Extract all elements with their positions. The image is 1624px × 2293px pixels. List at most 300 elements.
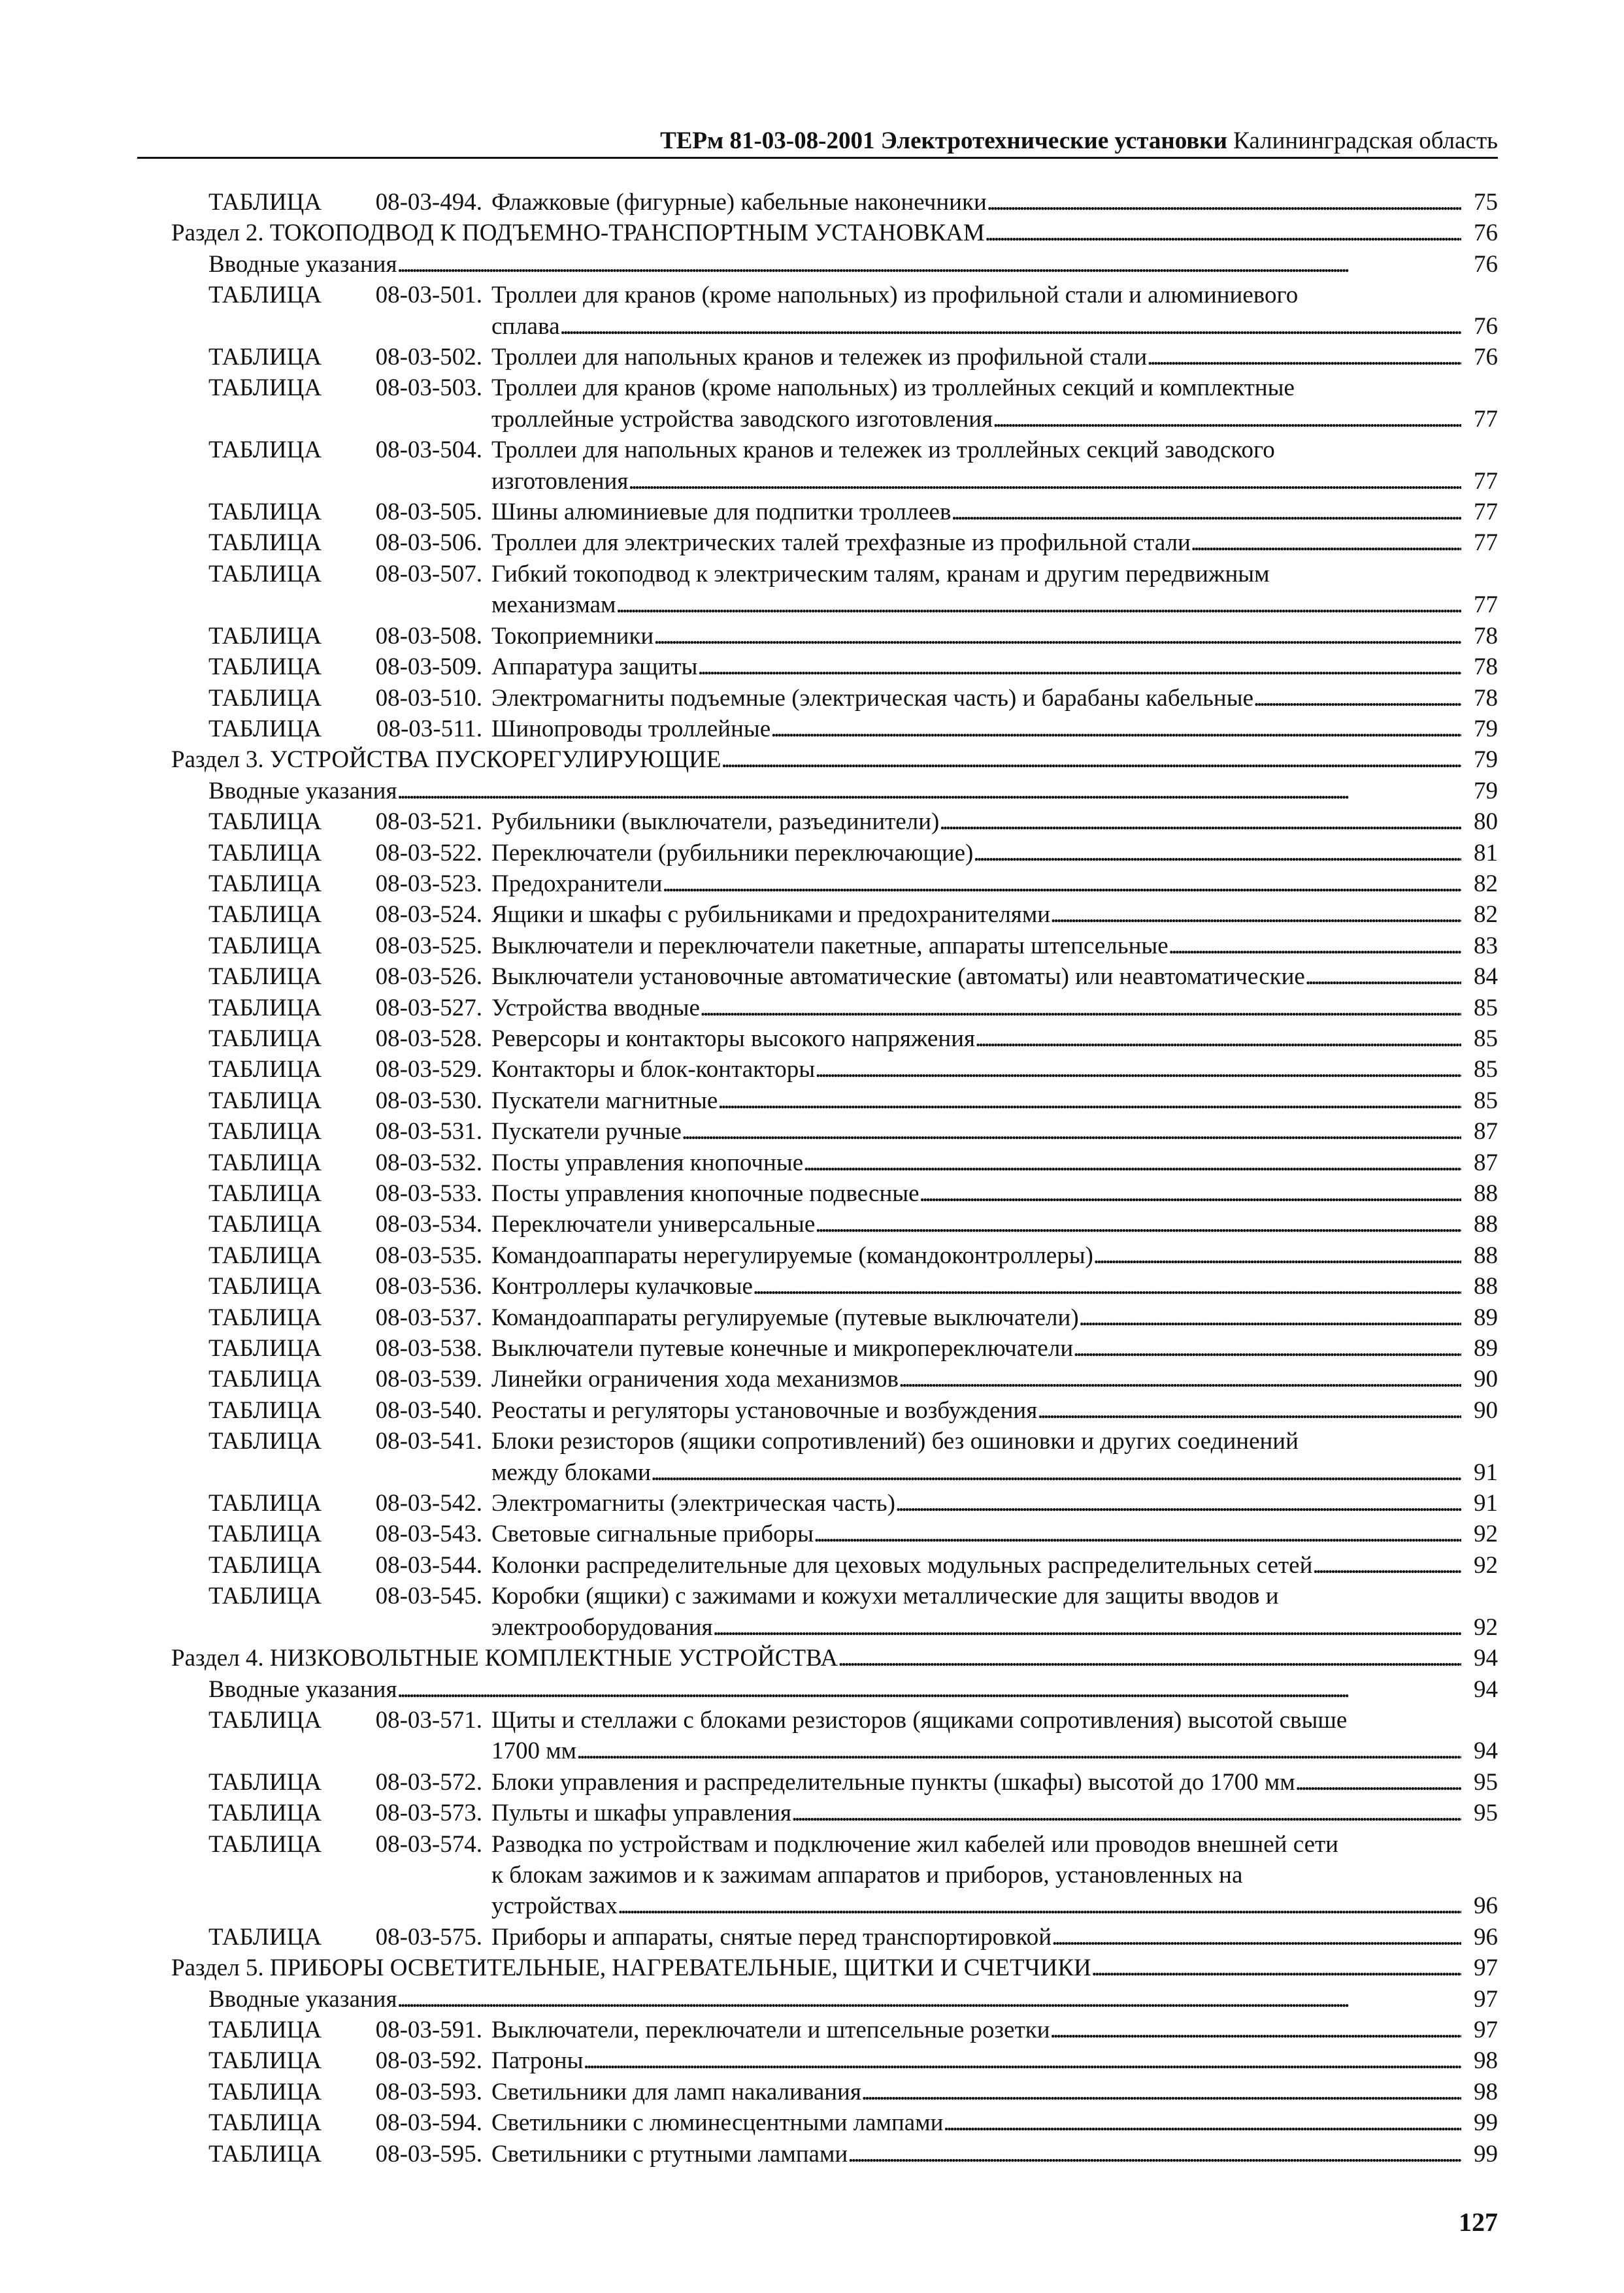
toc-entry-body bbox=[208, 776, 1498, 806]
toc-entry-code bbox=[208, 1829, 491, 1860]
toc-table-entry bbox=[171, 931, 1498, 961]
toc-entry-code bbox=[208, 1240, 491, 1271]
toc-entry-code bbox=[208, 1922, 491, 1953]
toc-entry-title: Посты управления кнопочные подвесные bbox=[491, 1180, 920, 1207]
toc-entry-label: ТАБЛИЦА bbox=[208, 499, 322, 526]
toc-entry-line bbox=[171, 218, 1498, 248]
toc-table-entry bbox=[171, 1054, 1498, 1085]
dot-leader bbox=[771, 714, 1461, 744]
toc-entry-line bbox=[491, 961, 1498, 992]
dot-leader bbox=[987, 187, 1461, 218]
toc-entry-page: 90 bbox=[1474, 1366, 1498, 1393]
toc-entry-code bbox=[208, 1364, 491, 1394]
toc-entry-page: 92 bbox=[1474, 1521, 1498, 1548]
toc-table-entry bbox=[171, 2077, 1498, 2107]
toc-entry-page: 87 bbox=[1474, 1118, 1498, 1146]
toc-entry-body bbox=[491, 1581, 1498, 1643]
toc-entry-title: Патроны bbox=[491, 2047, 584, 2075]
toc-entry-line bbox=[491, 1426, 1498, 1457]
toc-entry-label: ТАБЛИЦА bbox=[208, 1551, 322, 1579]
toc-entry-line bbox=[491, 1767, 1498, 1798]
dot-leader bbox=[814, 1519, 1461, 1549]
toc-entry-number: 08-03-501. bbox=[375, 282, 482, 309]
toc-entry-number: 08-03-571. bbox=[375, 1706, 482, 1734]
toc-entry-label: ТАБЛИЦА bbox=[208, 1366, 322, 1393]
toc-entry-number: 08-03-573. bbox=[375, 1800, 482, 1827]
toc-entry-title: Пульты и шкафы управления bbox=[491, 1800, 791, 1827]
toc-entry-page: 97 bbox=[1474, 2016, 1498, 2043]
dot-leader bbox=[951, 497, 1461, 527]
toc-entry-page: 94 bbox=[1474, 1675, 1498, 1703]
dot-leader bbox=[1091, 1953, 1461, 1983]
toc-entry-body bbox=[491, 683, 1498, 714]
toc-entry-title: Светильники для ламп накаливания bbox=[491, 2078, 861, 2105]
toc-entry-title: Раздел 2. ТОКОПОДВОД К ПОДЪЕМНО-ТРАНСПОРТНЫМ УСТАНОВКАМ bbox=[171, 220, 985, 247]
toc-entry-label: ТАБЛИЦА bbox=[208, 189, 322, 216]
toc-entry-body bbox=[491, 621, 1498, 652]
toc-entry-line bbox=[491, 1116, 1498, 1147]
toc-entry-number: 08-03-543. bbox=[375, 1521, 482, 1548]
dot-leader bbox=[583, 2045, 1461, 2076]
toc-entry-label: ТАБЛИЦА bbox=[208, 1304, 322, 1331]
toc-entry-code bbox=[208, 1302, 491, 1333]
toc-entry-page: 77 bbox=[1474, 591, 1498, 619]
toc-table-entry bbox=[171, 1519, 1498, 1549]
toc-table-entry bbox=[171, 187, 1498, 218]
toc-entry-body bbox=[491, 1488, 1498, 1519]
toc-intro-entry bbox=[171, 776, 1498, 806]
toc-entry-body bbox=[491, 1085, 1498, 1116]
toc-table-entry bbox=[171, 1364, 1498, 1394]
toc-table-entry bbox=[171, 1395, 1498, 1426]
toc-entry-page: 75 bbox=[1474, 189, 1498, 216]
toc-entry-body bbox=[491, 1519, 1498, 1549]
dot-leader bbox=[815, 1054, 1461, 1085]
toc-entry-number: 08-03-505. bbox=[375, 499, 482, 526]
toc-entry-number: 08-03-494. bbox=[375, 189, 482, 216]
dot-leader bbox=[985, 218, 1461, 248]
toc-entry-label: ТАБЛИЦА bbox=[208, 1706, 322, 1734]
dot-leader bbox=[1050, 899, 1461, 930]
toc-entry-line bbox=[491, 1890, 1498, 1921]
toc-entry-line bbox=[171, 1643, 1498, 1674]
toc-table-entry bbox=[171, 2015, 1498, 2045]
toc-entry-title: Линейки ограничения хода механизмов bbox=[491, 1366, 899, 1393]
toc-entry-label: ТАБЛИЦА bbox=[208, 1242, 322, 1269]
toc-table-entry bbox=[171, 559, 1498, 621]
toc-entry-line bbox=[491, 372, 1498, 403]
toc-entry-label: ТАБЛИЦА bbox=[208, 901, 322, 929]
toc-entry-label: ТАБЛИЦА bbox=[208, 344, 322, 371]
toc-table-entry bbox=[171, 621, 1498, 652]
toc-table-entry bbox=[171, 1209, 1498, 1240]
toc-entry-body bbox=[171, 218, 1498, 248]
toc-entry-label: ТАБЛИЦА bbox=[208, 1335, 322, 1362]
toc-entry-label: ТАБЛИЦА bbox=[208, 1521, 322, 1548]
toc-entry-number: 08-03-541. bbox=[375, 1428, 482, 1455]
toc-entry-number: 08-03-540. bbox=[375, 1396, 482, 1424]
toc-entry-code bbox=[208, 1116, 491, 1147]
toc-entry-code bbox=[208, 2107, 491, 2138]
toc-entry-page: 77 bbox=[1474, 499, 1498, 526]
toc-entry-line bbox=[491, 993, 1498, 1023]
toc-entry-title: Светильники с ртутными лампами bbox=[491, 2140, 848, 2168]
toc-entry-number: 08-03-523. bbox=[375, 870, 482, 897]
dot-leader bbox=[1050, 2015, 1461, 2045]
toc-entry-body bbox=[491, 497, 1498, 527]
toc-entry-body bbox=[491, 1302, 1498, 1333]
toc-entry-title: Выключатели, переключатели и штепсельные розетки bbox=[491, 2016, 1050, 2043]
toc-section-entry bbox=[171, 1643, 1498, 1674]
toc-entry-title: Пускатели магнитные bbox=[491, 1087, 718, 1114]
running-header bbox=[137, 125, 1498, 157]
toc-entry-code bbox=[208, 527, 491, 558]
toc-entry-title: Пускатели ручные bbox=[491, 1118, 682, 1146]
toc-entry-label: ТАБЛИЦА bbox=[208, 684, 322, 712]
toc-entry-title: Токоприемники bbox=[491, 622, 654, 650]
toc-entry-code bbox=[208, 993, 491, 1023]
toc-entry-label: ТАБЛИЦА bbox=[208, 2078, 322, 2105]
toc-entry-number: 08-03-529. bbox=[375, 1056, 482, 1083]
toc-entry-title: Контроллеры кулачковые bbox=[491, 1273, 753, 1300]
toc-entry-title: Троллеи для напольных кранов и тележек из профильной стали bbox=[491, 344, 1148, 371]
toc-entry-number: 08-03-539. bbox=[375, 1366, 482, 1393]
toc-entry-code bbox=[208, 1085, 491, 1116]
toc-entry-label: ТАБЛИЦА bbox=[208, 1025, 322, 1052]
dot-leader bbox=[1147, 342, 1461, 372]
toc-entry-code bbox=[208, 2077, 491, 2107]
toc-entry-page: 88 bbox=[1474, 1273, 1498, 1300]
toc-entry-line bbox=[491, 1054, 1498, 1085]
toc-entry-page: 95 bbox=[1474, 1768, 1498, 1796]
toc-entry-page: 82 bbox=[1474, 870, 1498, 897]
toc-entry-label: ТАБЛИЦА bbox=[208, 1923, 322, 1951]
dot-leader bbox=[662, 868, 1461, 899]
toc-entry-body bbox=[491, 1209, 1498, 1240]
toc-entry-number: 08-03-532. bbox=[375, 1149, 482, 1176]
toc-entry-line bbox=[491, 1147, 1498, 1178]
toc-entry-label: ТАБЛИЦА bbox=[208, 529, 322, 557]
table-of-contents bbox=[171, 187, 1498, 2169]
toc-entry-number: 08-03-508. bbox=[375, 622, 482, 650]
toc-section-entry bbox=[171, 744, 1498, 775]
toc-entry-page: 88 bbox=[1474, 1242, 1498, 1269]
header-code: ТЕРм 81-03-08-2001 bbox=[660, 127, 875, 154]
toc-entry-title: Раздел 5. ПРИБОРЫ ОСВЕТИТЕЛЬНЫЕ, НАГРЕВАТЕЛЬНЫЕ, ЩИТКИ И СЧЕТЧИКИ bbox=[171, 1955, 1091, 1982]
toc-entry-label: ТАБЛИЦА bbox=[208, 839, 322, 866]
dot-leader bbox=[803, 1147, 1461, 1178]
toc-entry-body bbox=[491, 1147, 1498, 1178]
toc-entry-label: ТАБЛИЦА bbox=[208, 622, 322, 650]
toc-intro-entry bbox=[171, 249, 1498, 280]
toc-entry-number: 08-03-535. bbox=[375, 1242, 482, 1269]
toc-table-entry bbox=[171, 1178, 1498, 1209]
dot-leader bbox=[1191, 527, 1461, 558]
toc-entry-label: ТАБЛИЦА bbox=[208, 437, 322, 464]
toc-entry-page: 98 bbox=[1474, 2047, 1498, 2075]
dot-leader bbox=[899, 1364, 1461, 1394]
toc-entry-line bbox=[491, 2077, 1498, 2107]
toc-table-entry bbox=[171, 1240, 1498, 1271]
toc-entry-label: ТАБЛИЦА bbox=[208, 1118, 322, 1146]
dot-leader bbox=[682, 1116, 1461, 1147]
toc-entry-number: 08-03-528. bbox=[375, 1025, 482, 1052]
toc-entry-line bbox=[491, 1085, 1498, 1116]
toc-entry-code bbox=[208, 280, 491, 310]
toc-entry-code bbox=[208, 868, 491, 899]
toc-entry-title: Переключатели универсальные bbox=[491, 1211, 816, 1238]
dot-leader bbox=[993, 404, 1461, 435]
toc-entry-title: Световые сигнальные приборы bbox=[491, 1521, 814, 1548]
toc-table-entry bbox=[171, 1488, 1498, 1519]
toc-entry-page: 97 bbox=[1474, 1955, 1498, 1982]
toc-entry-number: 08-03-593. bbox=[375, 2078, 482, 2105]
toc-entry-code bbox=[208, 1147, 491, 1178]
toc-entry-title: Вводные указания bbox=[208, 250, 397, 278]
toc-entry-line bbox=[491, 1457, 1498, 1488]
toc-table-entry bbox=[171, 1333, 1498, 1364]
toc-entry-page: 84 bbox=[1474, 963, 1498, 991]
toc-entry-code bbox=[208, 2139, 491, 2169]
toc-entry-line bbox=[491, 2015, 1498, 2045]
toc-entry-page: 79 bbox=[1474, 777, 1498, 804]
toc-entry-body bbox=[491, 527, 1498, 558]
toc-entry-title: электрооборудования bbox=[491, 1613, 713, 1641]
dot-leader bbox=[560, 311, 1461, 342]
toc-entry-code bbox=[208, 1767, 491, 1798]
toc-entry-label: ТАБЛИЦА bbox=[208, 1396, 322, 1424]
toc-entry-line bbox=[208, 1984, 1498, 2015]
toc-entry-label: ТАБЛИЦА bbox=[208, 808, 322, 836]
toc-entry-line bbox=[491, 838, 1498, 868]
toc-entry-code bbox=[208, 1209, 491, 1240]
toc-entry-code bbox=[208, 435, 491, 465]
dot-leader bbox=[1253, 683, 1461, 714]
toc-entry-code bbox=[208, 1705, 491, 1736]
toc-entry-label: ТАБЛИЦА bbox=[208, 1087, 322, 1114]
toc-entry-body bbox=[491, 1426, 1498, 1488]
toc-table-entry bbox=[171, 1798, 1498, 1828]
toc-entry-title: Блоки резисторов (ящики сопротивлений) без ошиновки и других соединений bbox=[491, 1428, 1299, 1455]
toc-entry-label: ТАБЛИЦА bbox=[208, 2140, 322, 2168]
toc-table-entry bbox=[171, 1767, 1498, 1798]
toc-entry-title: к блокам зажимов и к зажимам аппаратов и приборов, установленных на bbox=[491, 1861, 1243, 1889]
toc-entry-number: 08-03-526. bbox=[375, 963, 482, 991]
toc-table-entry bbox=[171, 1147, 1498, 1178]
toc-entry-line bbox=[208, 1674, 1498, 1705]
toc-entry-page: 81 bbox=[1474, 839, 1498, 866]
toc-entry-line bbox=[491, 1178, 1498, 1209]
toc-entry-page: 88 bbox=[1474, 1180, 1498, 1207]
header-region: Калининградская область bbox=[1233, 127, 1498, 154]
dot-leader bbox=[861, 2077, 1461, 2107]
toc-entry-title: между блоками bbox=[491, 1459, 651, 1486]
dot-leader bbox=[654, 621, 1461, 652]
toc-entry-line bbox=[491, 1519, 1498, 1549]
toc-entry-body bbox=[491, 1054, 1498, 1085]
toc-entry-title: Устройства вводные bbox=[491, 994, 700, 1021]
toc-entry-page: 91 bbox=[1474, 1459, 1498, 1486]
toc-entry-line bbox=[491, 652, 1498, 682]
toc-entry-page: 90 bbox=[1474, 1396, 1498, 1424]
dot-leader bbox=[1052, 1922, 1461, 1953]
toc-entry-body bbox=[491, 931, 1498, 961]
toc-entry-body bbox=[491, 868, 1498, 899]
toc-entry-body bbox=[491, 2077, 1498, 2107]
toc-entry-number: 08-03-504. bbox=[375, 437, 482, 464]
toc-table-entry bbox=[171, 899, 1498, 930]
dot-leader bbox=[576, 1736, 1461, 1766]
toc-entry-page: 99 bbox=[1474, 2109, 1498, 2137]
toc-entry-number: 08-03-510. bbox=[375, 684, 482, 712]
toc-table-entry bbox=[171, 961, 1498, 992]
toc-entry-label: ТАБЛИЦА bbox=[208, 963, 322, 991]
toc-entry-number: 08-03-511. bbox=[376, 715, 482, 742]
toc-entry-body bbox=[491, 187, 1498, 218]
toc-entry-title: Вводные указания bbox=[208, 1985, 397, 2013]
toc-table-entry bbox=[171, 1705, 1498, 1767]
toc-entry-number: 08-03-545. bbox=[375, 1583, 482, 1610]
toc-entry-title: Посты управления кнопочные bbox=[491, 1149, 804, 1176]
toc-entry-page: 77 bbox=[1474, 529, 1498, 557]
dot-leader bbox=[1305, 961, 1461, 992]
toc-entry-code bbox=[208, 1426, 491, 1457]
toc-entry-line bbox=[491, 311, 1498, 342]
toc-entry-line bbox=[491, 280, 1498, 310]
toc-entry-title: Коробки (ящики) с зажимами и кожухи металлические для защиты вводов и bbox=[491, 1583, 1279, 1610]
toc-entry-label: ТАБЛИЦА bbox=[208, 282, 322, 309]
toc-entry-title: изготовления bbox=[491, 467, 629, 495]
toc-entry-title: Вводные указания bbox=[208, 1675, 397, 1703]
toc-entry-code bbox=[208, 1271, 491, 1302]
toc-entry-page: 85 bbox=[1474, 994, 1498, 1021]
toc-entry-body bbox=[171, 744, 1498, 775]
toc-entry-line bbox=[491, 1829, 1498, 1860]
toc-entry-page: 92 bbox=[1474, 1551, 1498, 1579]
toc-entry-line bbox=[491, 1240, 1498, 1271]
toc-entry-title: Реостаты и регуляторы установочные и возбуждения bbox=[491, 1396, 1038, 1424]
toc-entry-title: Троллеи для напольных кранов и тележек из троллейных секций заводского bbox=[491, 437, 1275, 464]
toc-table-entry bbox=[171, 1829, 1498, 1922]
toc-entry-title: Раздел 4. НИЗКОВОЛЬТНЫЕ КОМПЛЕКТНЫЕ УСТРОЙСТВА bbox=[171, 1645, 838, 1672]
toc-entry-number: 08-03-533. bbox=[375, 1180, 482, 1207]
toc-entry-code bbox=[208, 1519, 491, 1549]
toc-entry-body bbox=[491, 1271, 1498, 1302]
toc-entry-number: 08-03-503. bbox=[375, 374, 482, 402]
toc-table-entry bbox=[171, 280, 1498, 342]
dot-leader bbox=[721, 744, 1461, 775]
toc-entry-title: Ящики и шкафы с рубильниками и предохранителями bbox=[491, 901, 1051, 929]
toc-entry-line bbox=[208, 776, 1498, 806]
toc-entry-label: ТАБЛИЦА bbox=[208, 1180, 322, 1207]
toc-entry-body bbox=[491, 2139, 1498, 2169]
toc-table-entry bbox=[171, 342, 1498, 372]
toc-entry-label: ТАБЛИЦА bbox=[208, 1273, 322, 1300]
toc-entry-body bbox=[491, 1922, 1498, 1953]
toc-entry-page: 76 bbox=[1474, 344, 1498, 371]
toc-entry-title: Электромагниты подъемные (электрическая часть) и барабаны кабельные bbox=[491, 684, 1254, 712]
toc-entry-page: 95 bbox=[1474, 1800, 1498, 1827]
toc-entry-number: 08-03-530. bbox=[375, 1087, 482, 1114]
toc-entry-code bbox=[208, 2045, 491, 2076]
toc-entry-code bbox=[208, 1054, 491, 1085]
dot-leader bbox=[628, 466, 1461, 497]
toc-table-entry bbox=[171, 1581, 1498, 1643]
dot-leader bbox=[1312, 1550, 1461, 1581]
toc-entry-number: 08-03-592. bbox=[375, 2047, 482, 2075]
dot-leader bbox=[975, 1023, 1461, 1054]
toc-entry-number: 08-03-575. bbox=[375, 1923, 482, 1951]
toc-entry-title: Колонки распределительные для цеховых модульных распределительных сетей bbox=[491, 1551, 1313, 1579]
toc-entry-body bbox=[491, 1829, 1498, 1922]
toc-entry-title: Реверсоры и контакторы высокого напряжения bbox=[491, 1025, 976, 1052]
dot-leader bbox=[1168, 931, 1461, 961]
toc-table-entry bbox=[171, 683, 1498, 714]
toc-entry-page: 85 bbox=[1474, 1025, 1498, 1052]
toc-entry-body bbox=[491, 1178, 1498, 1209]
toc-entry-line bbox=[491, 1736, 1498, 1766]
toc-section-entry bbox=[171, 218, 1498, 248]
toc-table-entry bbox=[171, 2139, 1498, 2169]
toc-entry-number: 08-03-536. bbox=[375, 1273, 482, 1300]
toc-table-entry bbox=[171, 372, 1498, 435]
toc-entry-number: 08-03-522. bbox=[375, 839, 482, 866]
toc-entry-body bbox=[491, 342, 1498, 372]
toc-entry-body bbox=[491, 372, 1498, 435]
dot-leader bbox=[618, 1890, 1461, 1921]
toc-entry-line bbox=[491, 589, 1498, 620]
toc-entry-body bbox=[491, 806, 1498, 837]
toc-entry-page: 78 bbox=[1474, 622, 1498, 650]
page-number: 127 bbox=[1459, 2207, 1498, 2237]
toc-entry-page: 77 bbox=[1474, 405, 1498, 433]
toc-entry-code bbox=[208, 497, 491, 527]
toc-entry-page: 89 bbox=[1474, 1304, 1498, 1331]
toc-entry-line bbox=[491, 187, 1498, 218]
toc-entry-page: 79 bbox=[1474, 715, 1498, 742]
toc-entry-line bbox=[491, 1612, 1498, 1643]
toc-entry-body bbox=[491, 993, 1498, 1023]
toc-entry-line bbox=[491, 1209, 1498, 1240]
toc-intro-entry bbox=[171, 1674, 1498, 1705]
toc-entry-body bbox=[491, 280, 1498, 342]
toc-entry-number: 08-03-542. bbox=[375, 1490, 482, 1517]
dot-leader bbox=[753, 1271, 1461, 1302]
toc-entry-page: 98 bbox=[1474, 2078, 1498, 2105]
toc-entry-body bbox=[171, 1643, 1498, 1674]
header-rule bbox=[137, 157, 1498, 159]
toc-entry-title: Раздел 3. УСТРОЙСТВА ПУСКОРЕГУЛИРУЮЩИЕ bbox=[171, 746, 721, 774]
toc-entry-title: троллейные устройства заводского изготовления bbox=[491, 405, 993, 433]
toc-entry-page: 89 bbox=[1474, 1335, 1498, 1362]
toc-entry-page: 96 bbox=[1474, 1892, 1498, 1920]
toc-entry-page: 92 bbox=[1474, 1613, 1498, 1641]
toc-entry-title: Предохранители bbox=[491, 870, 663, 897]
toc-entry-label: ТАБЛИЦА bbox=[208, 994, 322, 1021]
toc-entry-body bbox=[491, 961, 1498, 992]
toc-entry-line bbox=[491, 559, 1498, 589]
toc-entry-title: Электромагниты (электрическая часть) bbox=[491, 1490, 895, 1517]
toc-entry-number: 08-03-591. bbox=[375, 2016, 482, 2043]
toc-entry-body bbox=[491, 1116, 1498, 1147]
toc-entry-line bbox=[491, 1023, 1498, 1054]
toc-entry-label: ТАБЛИЦА bbox=[208, 1490, 322, 1517]
toc-entry-title: Выключатели и переключатели пакетные, аппараты штепсельные bbox=[491, 932, 1168, 959]
toc-entry-body bbox=[491, 899, 1498, 930]
toc-table-entry bbox=[171, 1116, 1498, 1147]
toc-entry-code bbox=[208, 1798, 491, 1828]
toc-table-entry bbox=[171, 1085, 1498, 1116]
